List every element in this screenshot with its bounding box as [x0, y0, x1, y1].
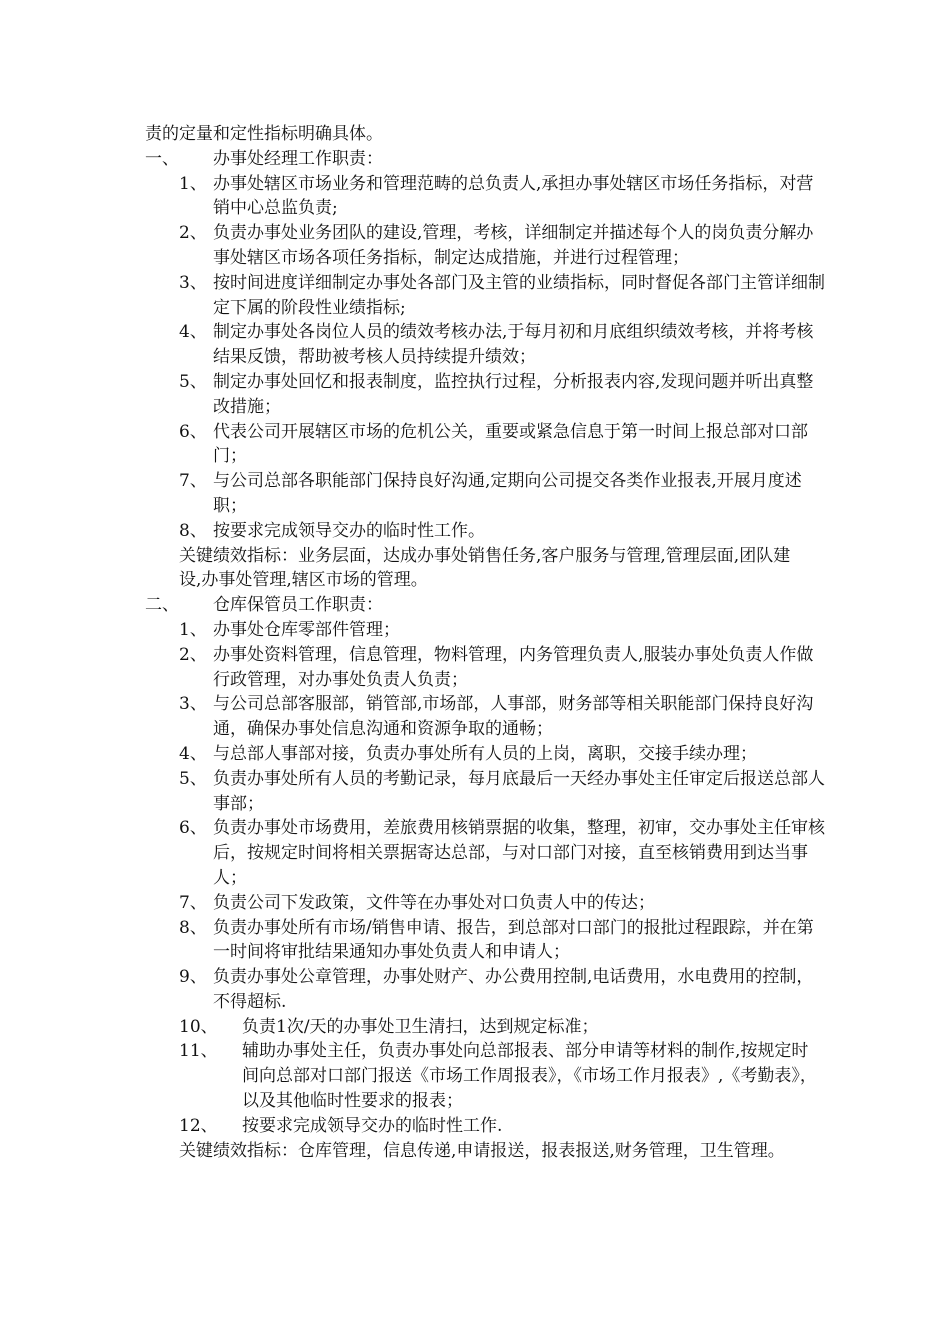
item-text: 办事处仓库零部件管理； [213, 619, 400, 640]
list-item [145, 271, 825, 321]
list-item [145, 370, 825, 420]
list-item [145, 420, 825, 470]
section-title: 办事处经理工作职责： [213, 148, 383, 169]
item-number: 1、 [179, 173, 207, 194]
list-item [145, 767, 825, 817]
item-number: 8、 [179, 917, 207, 938]
item-number: 4、 [179, 322, 207, 343]
item-text: 按要求完成领导交办的临时性工作. [242, 1115, 503, 1136]
item-number: 5、 [179, 371, 207, 392]
item-text: 按要求完成领导交办的临时性工作。 [213, 520, 485, 541]
section-number: 一、 [145, 148, 179, 169]
item-number: 2、 [179, 644, 207, 665]
item-text: 代表公司开展辖区市场的危机公关，重要或紧急信息于第一时间上报总部对口部门； [213, 421, 808, 467]
item-number: 3、 [179, 272, 207, 293]
list-item [145, 643, 825, 693]
item-text: 负责办事处业务团队的建设,管理，考核，详细制定并描述每个人的岗负责分解办事处辖区市场各项任务指标，制定达成措施，并进行过程管理； [213, 223, 814, 268]
list-item [145, 519, 825, 544]
item-text: 负责公司下发政策，文件等在办事处对口负责人中的传达； [213, 892, 655, 913]
item-number: 8、 [179, 520, 207, 541]
item-number: 12、 [179, 1115, 218, 1136]
item-number: 3、 [179, 694, 207, 715]
document-content [145, 122, 825, 1163]
list-item [145, 1114, 825, 1139]
section-heading [145, 147, 825, 172]
item-text: 负责办事处所有人员的考勤记录，每月底最后一天经办事处主任审定后报送总部人事部； [213, 768, 825, 814]
item-number: 2、 [179, 223, 207, 244]
item-text: 按时间进度详细制定办事处各部门及主管的业绩指标，同时督促各部门主管详细制定下属的阶段性业绩指标; [213, 272, 825, 318]
item-number: 6、 [179, 421, 207, 442]
list-item [145, 742, 825, 767]
list-item [145, 916, 825, 966]
list-item [145, 692, 825, 742]
item-text: 办事处资料管理，信息管理，物料管理，内务管理负责人,服装办事处负责人作做行政管理，对办事处负责人负责； [213, 644, 814, 690]
item-text: 制定办事处回忆和报表制度，监控执行过程，分析报表内容,发现问题并听出真整改措施； [213, 371, 814, 417]
list-item [145, 469, 825, 519]
item-number: 10、 [179, 1016, 218, 1037]
item-number: 9、 [179, 967, 207, 988]
list-item [145, 891, 825, 916]
list-item [145, 221, 825, 271]
item-text: 负责办事处公章管理，办事处财产、办公费用控制,电话费用，水电费用的控制，不得超标. [213, 967, 814, 1012]
list-item [145, 816, 825, 890]
item-text: 负责办事处市场费用，差旅费用核销票据的收集，整理，初审，交办事处主任审核后，按规定时间将相关票据寄达总部，与对口部门对接，直至核销费用到达当事人； [213, 818, 825, 888]
item-number: 7、 [179, 471, 207, 492]
item-number: 7、 [179, 892, 207, 913]
list-item [145, 1015, 825, 1040]
list-item [145, 618, 825, 643]
section-number: 二、 [145, 595, 179, 616]
kpi-text: 关键绩效指标：业务层面，达成办事处销售任务,客户服务与管理,管理层面,团队建设,办事处管理,辖区市场的管理。 [179, 545, 791, 591]
item-text: 办事处辖区市场业务和管理范畴的总负责人,承担办事处辖区市场任务指标，对营销中心总监负责; [213, 173, 814, 219]
item-text: 负责办事处所有市场/销售申请、报告，到总部对口部门的报批过程跟踪，并在第一时间将审批结果通知办事处负责人和申请人； [213, 917, 814, 963]
item-text: 负责1次/天的办事处卫生清扫，达到规定标准； [242, 1016, 599, 1037]
item-text: 与公司总部客服部，销管部,市场部，人事部，财务部等相关职能部门保持良好沟通，确保办事处信息沟通和资源争取的通畅； [213, 694, 814, 740]
item-text: 辅助办事处主任，负责办事处向总部报表、部分申请等材料的制作,按规定时间向总部对口部门报送《市场工作周报表》，《市场工作月报表》,《考勤表》，以及其他临时性要求的报表； [242, 1041, 817, 1112]
item-number: 6、 [179, 818, 207, 839]
item-text: 制定办事处各岗位人员的绩效考核办法,于每月初和月底组织绩效考核，并将考核结果反馈，帮助被考核人员持续提升绩效； [213, 322, 814, 368]
item-number: 11、 [179, 1041, 218, 1062]
item-text: 与总部人事部对接，负责办事处所有人员的上岗，离职，交接手续办理； [213, 743, 757, 764]
kpi-text: 关键绩效指标：仓库管理，信息传递,申请报送，报表报送,财务管理，卫生管理。 [179, 1140, 785, 1161]
item-number: 4、 [179, 743, 207, 764]
item-number: 5、 [179, 768, 207, 789]
list-item [145, 172, 825, 222]
item-number: 1、 [179, 619, 207, 640]
list-item [145, 965, 825, 1015]
intro-text: 责的定量和定性指标明确具体。 [145, 124, 383, 144]
section-heading [145, 593, 825, 618]
list-item [145, 1039, 825, 1113]
item-text: 与公司总部各职能部门保持良好沟通,定期向公司提交各类作业报表,开展月度述职； [213, 471, 802, 516]
list-item [145, 320, 825, 370]
section-title: 仓库保管员工作职责： [213, 595, 383, 616]
